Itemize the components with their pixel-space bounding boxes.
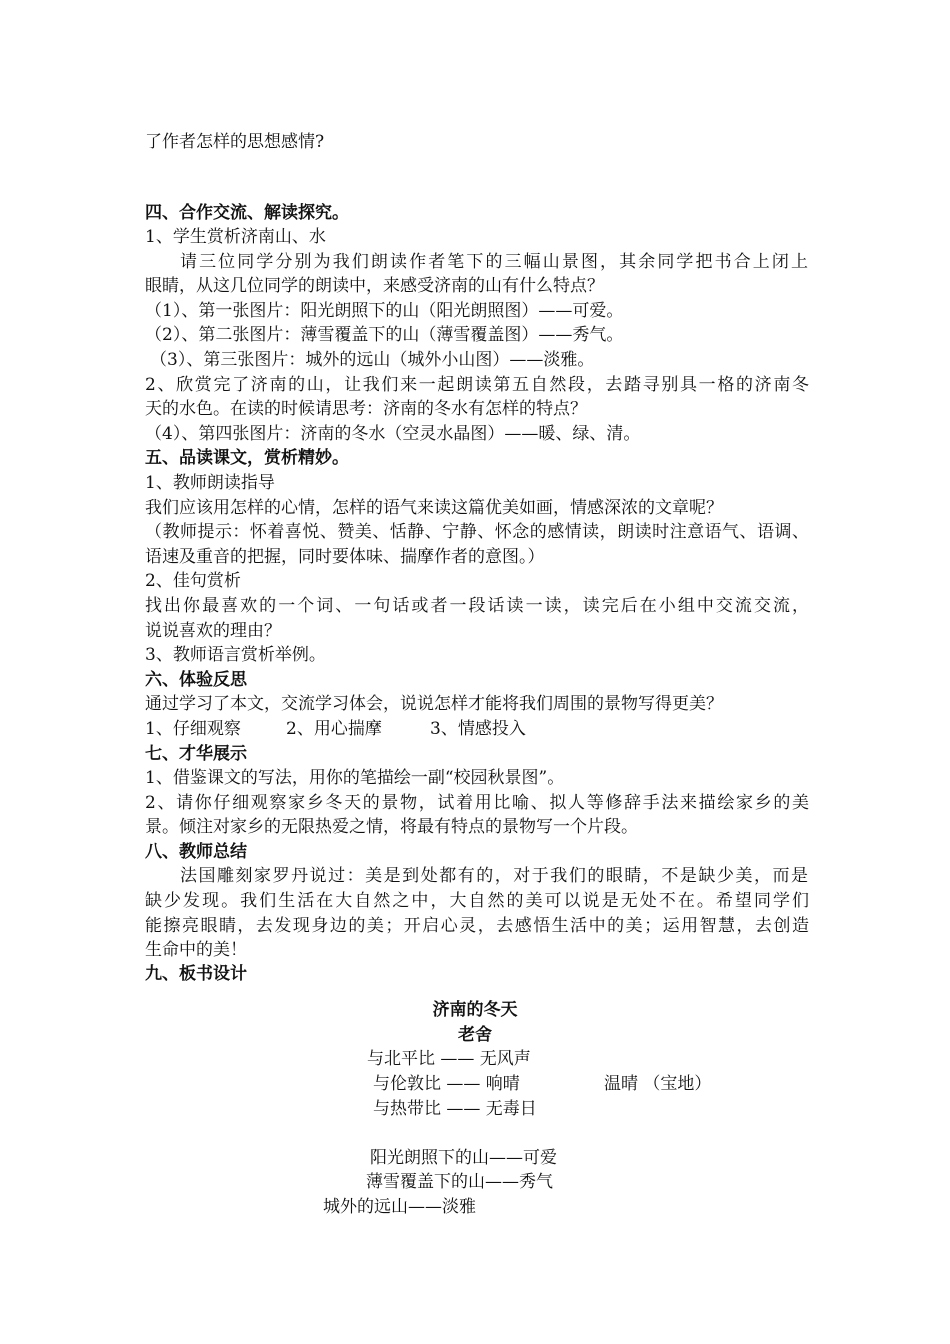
text-line: 2、欣赏完了济南的山，让我们来一起朗读第五自然段，去踏寻别具一格的济南冬	[145, 375, 809, 395]
board-conclusion: 温晴 （宝地）	[604, 1074, 712, 1094]
text-line: 1、学生赏析济南山、水	[145, 227, 326, 247]
text-line: 说说喜欢的理由？	[145, 621, 281, 641]
text-line: 2、佳句赏析	[145, 571, 241, 591]
text-line: 景。倾注对家乡的无限热爱之情，将最有特点的景物写一个片段。	[145, 817, 638, 837]
section-heading-6: 六、体验反思	[145, 670, 247, 690]
board-mountain-3: 城外的远山——淡雅	[323, 1197, 476, 1217]
list-item: 3、情感投入	[430, 719, 526, 739]
text-line: 了作者怎样的思想感情?	[145, 132, 325, 152]
text-line: 通过学习了本文，交流学习体会，说说怎样才能将我们周围的景物写得更美？	[145, 694, 723, 714]
text-line: 我们应该用怎样的心情，怎样的语气来读这篇优美如画，情感深浓的文章呢？	[145, 498, 723, 518]
text-line: 天的水色。在读的时候请思考：济南的冬水有怎样的特点？	[145, 399, 587, 419]
section-heading-5: 五、品读课文，赏析精妙。	[145, 448, 349, 468]
list-item: 1、仔细观察	[145, 719, 241, 739]
section-heading-9: 九、板书设计	[145, 964, 247, 984]
board-title: 济南的冬天	[432, 1000, 518, 1020]
text-line: 1、借鉴课文的写法，用你的笔描绘一副“校园秋景图”。	[145, 768, 565, 788]
board-mountain-2: 薄雪覆盖下的山——秀气	[366, 1172, 553, 1192]
text-line: 缺少发现。我们生活在大自然之中，大自然的美可以说是无处不在。希望同学们	[145, 891, 809, 911]
text-line: 请三位同学分别为我们朗读作者笔下的三幅山景图，其余同学把书合上闭上	[180, 252, 808, 272]
text-line: 1、教师朗读指导	[145, 473, 275, 493]
section-heading-7: 七、才华展示	[145, 744, 247, 764]
text-line: 3、教师语言赏析举例。	[145, 645, 326, 665]
text-line: （2）、第二张图片：薄雪覆盖下的山（薄雪覆盖图）——秀气。	[145, 325, 624, 345]
list-item: 2、用心揣摩	[286, 719, 382, 739]
text-line: 能擦亮眼睛，去发现身边的美；开启心灵，去感悟生活中的美；运用智慧，去创造	[145, 916, 809, 936]
board-comparison-beiping: 与北平比 —— 无风声	[367, 1049, 531, 1069]
section-heading-4: 四、合作交流、解读探究。	[145, 203, 349, 223]
text-line: （3）、第三张图片：城外的远山（城外小山图）——淡雅。	[150, 350, 595, 370]
text-line: 找出你最喜欢的一个词、一句话或者一段话读一读，读完后在小组中交流交流，	[145, 596, 809, 616]
board-comparison-tropics: 与热带比 —— 无毒日	[373, 1099, 537, 1119]
board-comparison-london: 与伦敦比 —— 响晴	[373, 1074, 520, 1094]
text-line: 法国雕刻家罗丹说过：美是到处都有的，对于我们的眼睛，不是缺少美，而是	[180, 866, 808, 886]
text-line: 眼睛，从这几位同学的朗读中，来感受济南的山有什么特点？	[145, 276, 604, 296]
text-line: （1）、第一张图片：阳光朗照下的山（阳光朗照图）——可爱。	[145, 301, 624, 321]
board-author: 老舍	[458, 1025, 492, 1045]
section-heading-8: 八、教师总结	[145, 842, 247, 862]
board-mountain-1: 阳光朗照下的山——可爱	[370, 1148, 557, 1168]
text-line: （4）、第四张图片：济南的冬水（空灵水晶图）——暖、绿、清。	[145, 424, 641, 444]
text-line: （教师提示：怀着喜悦、赞美、恬静、宁静、怀念的感情读，朗读时注意语气、语调、	[145, 522, 809, 542]
text-line: 生命中的美！	[145, 940, 247, 960]
text-line: 2、请你仔细观察家乡冬天的景物，试着用比喻、拟人等修辞手法来描绘家乡的美	[145, 793, 809, 813]
text-line: 语速及重音的把握，同时要体味、揣摩作者的意图。）	[145, 547, 545, 567]
